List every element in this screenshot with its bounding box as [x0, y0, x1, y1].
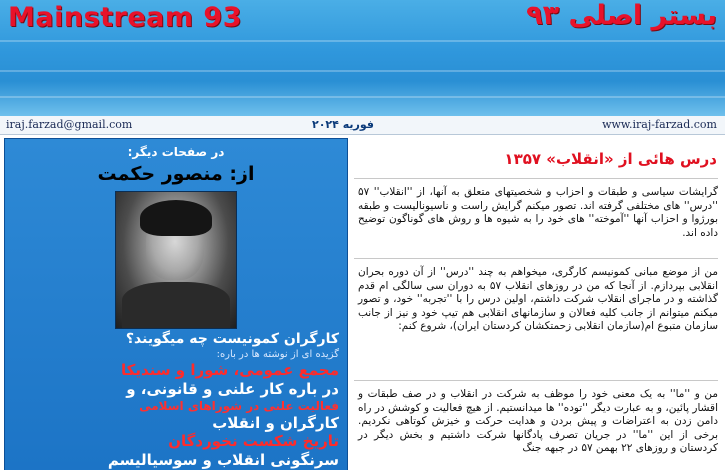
panel-author: از: منصور حکمت — [97, 163, 255, 185]
sidebar-link[interactable]: در باره کار علنی و قانونی، و — [126, 379, 339, 398]
website-link[interactable]: www.iraj-farzad.com — [602, 118, 717, 131]
other-pages-panel — [4, 138, 348, 470]
header-banner — [0, 0, 725, 116]
panel-heading: در صفحات دیگر: — [127, 145, 225, 159]
photo-hair-shape — [140, 200, 212, 236]
sidebar-link[interactable]: کارگران و انقلاب — [212, 413, 339, 432]
article-paragraph: من از موضع مبانی کمونیسم کارگری، میخواهم به چند ''درس'' از آن دوره بحران انقلابی بپردازم. از آنجا که من در روزهای انقلاب ۵۷ به دوران سی سالگی ام قدم گذاشته و در ماجرای انقلاب شرکت داشتم، اولین درس را با ''تجربه'' خود، و تصور میکنم میتوانم از جانب کلیه فعالان و سازمانهای انقلابی هم تیپ خود و نیز از جانب سازمان متبوع ام(سازمان انقلابی زحمتکشان کردستان ایران)، شروع کنم: — [358, 266, 718, 333]
banner-stripe — [0, 40, 725, 42]
photo-body-shape — [122, 282, 230, 328]
sidebar-link[interactable]: تاریخ شکست نخوردگان — [168, 432, 339, 451]
email-link[interactable]: iraj.farzad@gmail.com — [6, 118, 133, 131]
panel-links — [11, 331, 339, 470]
issue-date: فوریه ۲۰۲۴ — [312, 118, 374, 131]
sidebar-link[interactable]: مجمع عمومی، شورا و سندیکا — [121, 361, 339, 379]
banner-stripe — [0, 96, 725, 98]
sidebar-link[interactable]: کارگران کمونیست چه میگویند؟ — [125, 331, 339, 347]
sidebar-link[interactable]: سرنگونی انقلاب و سوسیالیسم — [107, 451, 339, 469]
publication-title-fa: بستر اصلی ۹۳ — [526, 0, 717, 31]
sidebar-link[interactable]: فعالیت علنی در شوراهای اسلامی — [139, 398, 339, 413]
divider — [354, 178, 718, 179]
author-photo — [115, 191, 237, 329]
banner-stripe — [0, 70, 725, 72]
sidebar-subheading: گزیده ای از نوشته ها در باره: — [216, 348, 339, 360]
article-paragraph: گرایشات سیاسی و طبقات و احزاب و شخصیتهای متعلق به آنها، از ''انقلاب'' ۵۷ ''درس'' های مختلفی گرفته اند. تصور میکنم گرایش راست و ناسیونالیست و طبقه بورژوا و احزاب آنها ''آموخته'' های خود را به شیوه ها و روش های گوناگون توضیح داده اند. — [358, 186, 718, 239]
divider — [354, 380, 718, 381]
divider — [354, 258, 718, 259]
article-paragraph: من و ''ما'' به یک معنی خود را موظف به شرکت در انقلاب و در صف طبقات و اقشار پائین، و به عبارت دیگر ''توده'' ها میدانستیم. از هیچ فعالیت و کوشش در راه دامن زدن به اعتراضات و پیش بردن و هدایت حرکت و خیزش کوتاهی نکردیم. برخی از این ''ما'' در جریان تصرف پادگانها شرکت داشتیم و بخش دیگر در کردستان و روزهای ۲۲ بهمن ۵۷ در جبهه جنگ — [358, 388, 718, 455]
info-bar — [0, 116, 725, 135]
article-title: درس هائی از «انقلاب» ۱۳۵۷ — [504, 150, 717, 168]
publication-title-en: Mainstream 93 — [8, 2, 242, 33]
